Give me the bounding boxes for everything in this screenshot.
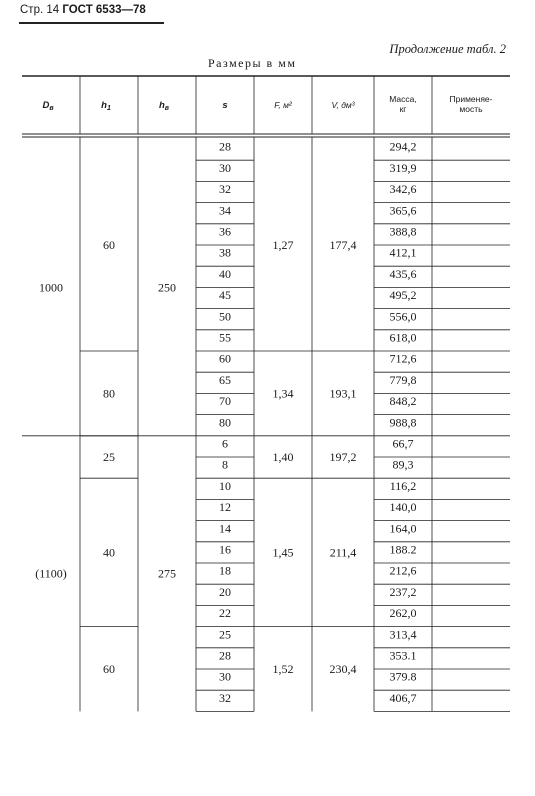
cell-s: 60 (219, 351, 231, 366)
cell-s: 65 (219, 372, 231, 387)
cell-mass: 140,0 (389, 500, 417, 515)
cell-mass: 379.8 (389, 669, 417, 684)
cell-s: 28 (219, 648, 231, 663)
cell-f: 1,52 (272, 662, 294, 676)
cell-s: 32 (219, 182, 231, 197)
cell-h1: 60 (103, 662, 115, 676)
cell-mass: 262,0 (389, 606, 417, 621)
cell-mass: 556,0 (389, 309, 417, 324)
cell-mass: 495,2 (389, 288, 417, 303)
cell-mass: 779,8 (389, 372, 417, 387)
cell-f: 1,34 (272, 386, 294, 401)
cell-mass: 116,2 (389, 478, 417, 493)
cell-mass: 406,7 (389, 690, 417, 705)
cell-h1: 40 (103, 545, 115, 560)
cell-s: 50 (219, 309, 231, 324)
header-d: $D_в$ (42, 100, 54, 112)
cell-mass: 237,2 (389, 584, 417, 599)
page-number: Стр. 14 (20, 4, 60, 16)
cell-f: 1,40 (272, 450, 294, 464)
cell-mass: 212,6 (389, 563, 417, 578)
cell-mass: 365,6 (389, 203, 417, 218)
cell-s: 22 (219, 606, 231, 621)
header-mass-unit: кг (399, 104, 407, 114)
cell-mass: 435,6 (389, 266, 417, 281)
cell-s: 28 (219, 139, 231, 154)
cell-s: 12 (219, 500, 231, 515)
cell-f: 1,45 (272, 545, 294, 560)
cell-s: 55 (219, 330, 231, 345)
cell-h1: 60 (103, 238, 115, 252)
cell-f: 1,27 (272, 238, 294, 252)
cell-h1: 25 (103, 450, 115, 464)
cell-mass: 342,6 (389, 182, 417, 197)
cell-v: 177,4 (329, 238, 357, 252)
cell-s: 30 (219, 669, 231, 684)
cell-mass: 294,2 (389, 139, 417, 154)
header-v: V, дм³ (331, 100, 355, 110)
cell-v: 230,4 (329, 662, 357, 676)
standard-number: ГОСТ 6533—78 (62, 4, 146, 16)
cell-v: 193,1 (329, 386, 357, 401)
header-mass: Масса, (389, 94, 417, 104)
cell-s: 18 (219, 563, 231, 578)
header-s: s (222, 100, 228, 111)
cell-s: 80 (219, 415, 231, 430)
header-hv: $h_в$ (158, 100, 170, 112)
cell-mass: 319,9 (389, 160, 417, 175)
cell-s: 40 (219, 266, 231, 281)
cell-s: 10 (219, 478, 231, 493)
cell-s: 30 (219, 160, 231, 175)
continuation-note: Продолжение табл. 2 (389, 42, 506, 56)
cell-s: 32 (219, 690, 231, 705)
header-f: F, м² (274, 100, 292, 110)
cell-s: 16 (219, 542, 231, 557)
cell-mass: 313,4 (389, 627, 417, 642)
units-caption: Размеры в мм (208, 56, 297, 70)
cell-h1: 80 (103, 386, 115, 401)
cell-v: 197,2 (329, 450, 357, 464)
cell-s: 36 (219, 224, 231, 239)
cell-hv: 250 (158, 280, 176, 295)
cell-s: 8 (222, 457, 228, 472)
cell-d: (1100) (35, 566, 67, 581)
cell-s: 25 (219, 627, 231, 642)
cell-s: 70 (219, 394, 231, 409)
cell-s: 6 (222, 436, 228, 451)
cell-s: 45 (219, 288, 231, 303)
header-h1: $h_1$ (101, 100, 111, 112)
cell-s: 34 (219, 203, 231, 218)
cell-v: 211,4 (329, 545, 357, 560)
cell-mass: 618,0 (389, 330, 417, 345)
cell-mass: 848,2 (389, 394, 417, 409)
cell-mass: 164,0 (389, 521, 417, 536)
cell-mass: 353.1 (389, 648, 417, 663)
cell-d: 1000 (39, 280, 63, 295)
header-usage-cont: мость (459, 104, 483, 114)
cell-mass: 66,7 (392, 436, 414, 451)
cell-mass: 412,1 (389, 245, 417, 260)
cell-s: 20 (219, 584, 231, 599)
cell-mass: 988,8 (389, 415, 417, 430)
cell-s: 38 (219, 245, 231, 260)
cell-mass: 388,8 (389, 224, 417, 239)
cell-mass: 188.2 (389, 542, 417, 557)
header-usage: Применяе- (449, 94, 493, 104)
cell-mass: 89,3 (392, 457, 414, 472)
cell-hv: 275 (158, 566, 176, 581)
cell-mass: 712,6 (389, 351, 417, 366)
cell-s: 14 (219, 521, 231, 536)
